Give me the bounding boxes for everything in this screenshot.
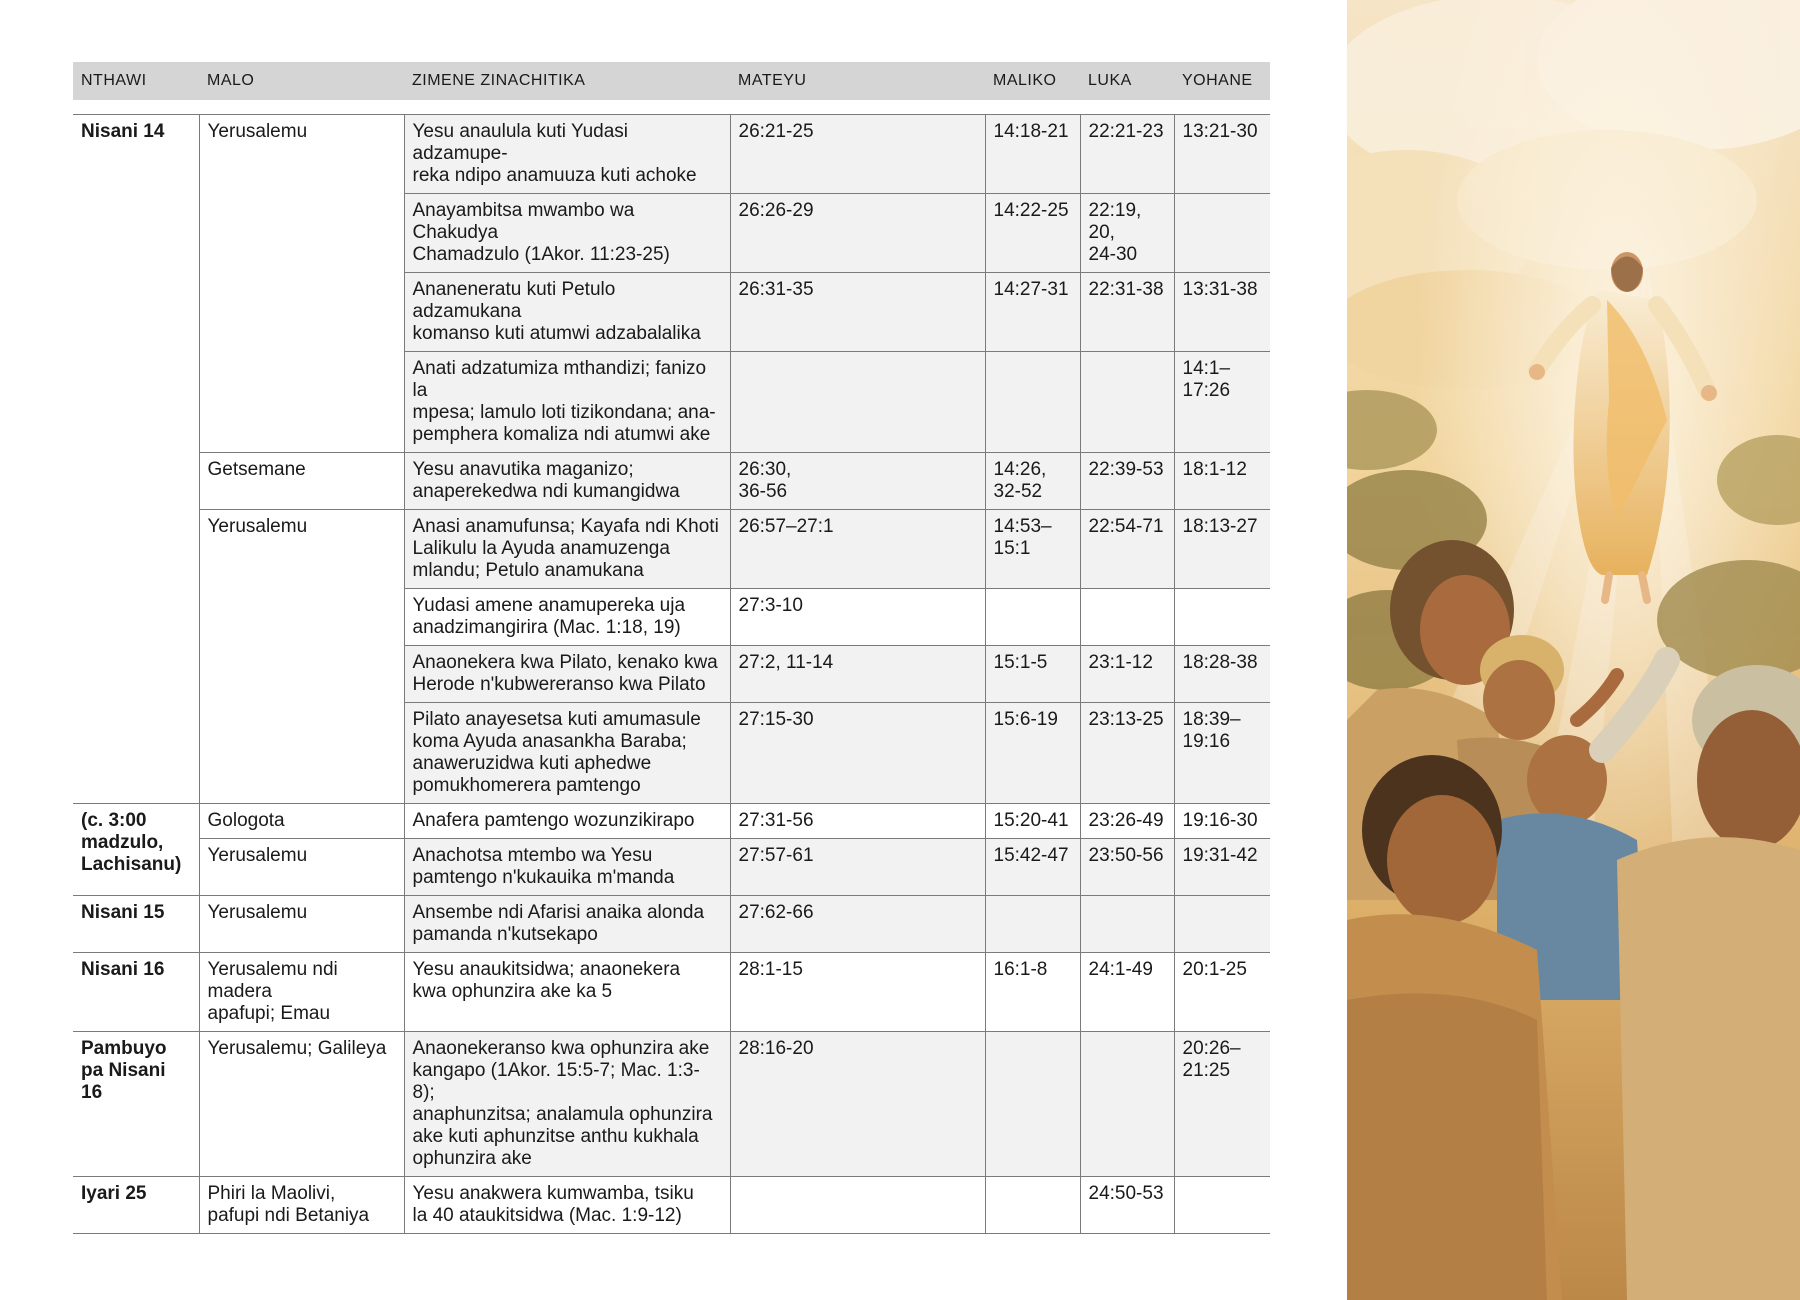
cell-event: Yesu anakwera kumwamba, tsiku la 40 ataukitsidwa (Mac. 1:9-12) (404, 1177, 730, 1234)
table-row (73, 453, 1270, 510)
cell-matthew (730, 1177, 985, 1234)
cell-mark: 14:22-25 (985, 194, 1080, 273)
header-mark: MALIKO (985, 62, 1080, 100)
cell-luke: 22:19, 20, 24-30 (1080, 194, 1174, 273)
cell-john: 13:31-38 (1174, 273, 1270, 352)
cell-matthew: 26:57–27:1 (730, 510, 985, 589)
cell-john: 20:26– 21:25 (1174, 1032, 1270, 1177)
cell-luke (1080, 896, 1174, 953)
cell-mark: 14:53– 15:1 (985, 510, 1080, 589)
table-row (73, 839, 1270, 896)
header-place: MALO (199, 62, 404, 100)
cell-john (1174, 194, 1270, 273)
cell-date: Pambuyo pa Nisani 16 (73, 1032, 199, 1177)
cell-mark (985, 896, 1080, 953)
cell-place: Yerusalemu (199, 510, 404, 804)
cell-event: Anaonekeranso kwa ophunzira ake kangapo (1Akor. 15:5-7; Mac. 1:3-8); anaphunzitsa; analamula ophunzira ake kuti aphunzitse anthu kukhala ophunzira ake (404, 1032, 730, 1177)
cell-mark: 16:1-8 (985, 953, 1080, 1032)
cell-mark (985, 1032, 1080, 1177)
header-event: ZIMENE ZINACHITIKA (404, 62, 730, 100)
cell-john: 20:1-25 (1174, 953, 1270, 1032)
cell-event: Yesu anaukitsidwa; anaonekera kwa ophunzira ake ka 5 (404, 953, 730, 1032)
cell-john: 18:1-12 (1174, 453, 1270, 510)
header-matthew: MATEYU (730, 62, 897, 100)
cell-mark (985, 1177, 1080, 1234)
cell-matthew: 27:15-30 (730, 703, 985, 804)
cell-matthew: 26:26-29 (730, 194, 985, 273)
table-header-row (73, 62, 1270, 100)
cell-mark: 15:1-5 (985, 646, 1080, 703)
cell-luke: 23:1-12 (1080, 646, 1174, 703)
cell-event: Yesu anaulula kuti Yudasi adzamupe- reka ndipo anamuuza kuti achoke (404, 115, 730, 194)
table-row (73, 1032, 1270, 1177)
cell-event: Yesu anavutika maganizo; anaperekedwa ndi kumangidwa (404, 453, 730, 510)
cell-mark: 14:18-21 (985, 115, 1080, 194)
table-row (73, 1177, 1270, 1234)
cell-event: Anaonekera kwa Pilato, kenako kwa Herode n'kubwereranso kwa Pilato (404, 646, 730, 703)
cell-date: (c. 3:00 madzulo, Lachisanu) (73, 804, 199, 896)
cell-mark: 15:42-47 (985, 839, 1080, 896)
table-row (73, 804, 1270, 839)
table-row (73, 953, 1270, 1032)
cell-matthew: 27:57-61 (730, 839, 985, 896)
cell-luke (1080, 1032, 1174, 1177)
cell-event: Anafera pamtengo wozunzikirapo (404, 804, 730, 839)
cell-place: Yerusalemu; Galileya (199, 1032, 404, 1177)
table-row (73, 115, 1270, 194)
cell-date: Iyari 25 (73, 1177, 199, 1234)
header-blank (897, 62, 985, 100)
cell-luke: 22:21-23 (1080, 115, 1174, 194)
cell-place: Phiri la Maolivi, pafupi ndi Betaniya (199, 1177, 404, 1234)
cell-place: Yerusalemu ndi madera apafupi; Emau (199, 953, 404, 1032)
cell-john: 19:16-30 (1174, 804, 1270, 839)
cell-event: Yudasi amene anamupereka uja anadzimangirira (Mac. 1:18, 19) (404, 589, 730, 646)
cell-john: 18:28-38 (1174, 646, 1270, 703)
cell-matthew: 28:1-15 (730, 953, 985, 1032)
cell-matthew (730, 352, 985, 453)
cell-mark (985, 589, 1080, 646)
cell-place: Yerusalemu (199, 896, 404, 953)
cell-place: Yerusalemu (199, 839, 404, 896)
cell-luke: 23:50-56 (1080, 839, 1174, 896)
cell-matthew: 27:2, 11-14 (730, 646, 985, 703)
cell-matthew: 28:16-20 (730, 1032, 985, 1177)
cell-event: Ansembe ndi Afarisi anaika alonda pamanda n'kutsekapo (404, 896, 730, 953)
cell-john: 19:31-42 (1174, 839, 1270, 896)
cell-mark (985, 352, 1080, 453)
header-spacer (73, 100, 1270, 115)
cell-matthew: 26:21-25 (730, 115, 985, 194)
cell-luke: 23:13-25 (1080, 703, 1174, 804)
cell-matthew: 26:30, 36-56 (730, 453, 985, 510)
cell-luke: 24:50-53 (1080, 1177, 1174, 1234)
cell-luke: 24:1-49 (1080, 953, 1174, 1032)
table-body (73, 100, 1270, 1234)
cell-john: 18:13-27 (1174, 510, 1270, 589)
cell-john (1174, 589, 1270, 646)
cell-event: Anasi anamufunsa; Kayafa ndi Khoti Lalikulu la Ayuda anamuzenga mlandu; Petulo anamukana (404, 510, 730, 589)
cell-john (1174, 896, 1270, 953)
table-row (73, 896, 1270, 953)
header-date: NTHAWI (73, 62, 199, 100)
cell-mark: 14:26, 32-52 (985, 453, 1080, 510)
cell-matthew: 26:31-35 (730, 273, 985, 352)
cell-date: Nisani 15 (73, 896, 199, 953)
cell-mark: 15:6-19 (985, 703, 1080, 804)
cell-place: Getsemane (199, 453, 404, 510)
cell-mark: 14:27-31 (985, 273, 1080, 352)
cell-event: Pilato anayesetsa kuti amumasule koma Ayuda anasankha Baraba; anaweruzidwa kuti aphedwe pomukhomerera pamtengo (404, 703, 730, 804)
cell-luke (1080, 589, 1174, 646)
cell-luke: 22:54-71 (1080, 510, 1174, 589)
cell-event: Anachotsa mtembo wa Yesu pamtengo n'kukauika m'manda (404, 839, 730, 896)
cell-matthew: 27:3-10 (730, 589, 985, 646)
cell-date: Nisani 16 (73, 953, 199, 1032)
cell-matthew: 27:62-66 (730, 896, 985, 953)
cell-date: Nisani 14 (73, 115, 199, 804)
header-john: YOHANE (1174, 62, 1270, 100)
cell-mark: 15:20-41 (985, 804, 1080, 839)
cell-place: Yerusalemu (199, 115, 404, 453)
header-luke: LUKA (1080, 62, 1174, 100)
cell-john: 13:21-30 (1174, 115, 1270, 194)
cell-event: Anati adzatumiza mthandizi; fanizo la mpesa; lamulo loti tizikondana; ana- pemphera komaliza ndi atumwi ake (404, 352, 730, 453)
cell-event: Ananeneratu kuti Petulo adzamukana komanso kuti atumwi adzabalalika (404, 273, 730, 352)
cell-luke: 22:31-38 (1080, 273, 1174, 352)
ascension-illustration (1347, 0, 1800, 1300)
chronology-table (73, 62, 1270, 1234)
cell-john: 14:1– 17:26 (1174, 352, 1270, 453)
chronology-table-region (73, 62, 1270, 1234)
cell-luke (1080, 352, 1174, 453)
cell-event: Anayambitsa mwambo wa Chakudya Chamadzulo (1Akor. 11:23-25) (404, 194, 730, 273)
table-row (73, 510, 1270, 589)
cell-john (1174, 1177, 1270, 1234)
cell-john: 18:39– 19:16 (1174, 703, 1270, 804)
cell-place: Gologota (199, 804, 404, 839)
cell-luke: 23:26-49 (1080, 804, 1174, 839)
cell-matthew: 27:31-56 (730, 804, 985, 839)
cell-luke: 22:39-53 (1080, 453, 1174, 510)
